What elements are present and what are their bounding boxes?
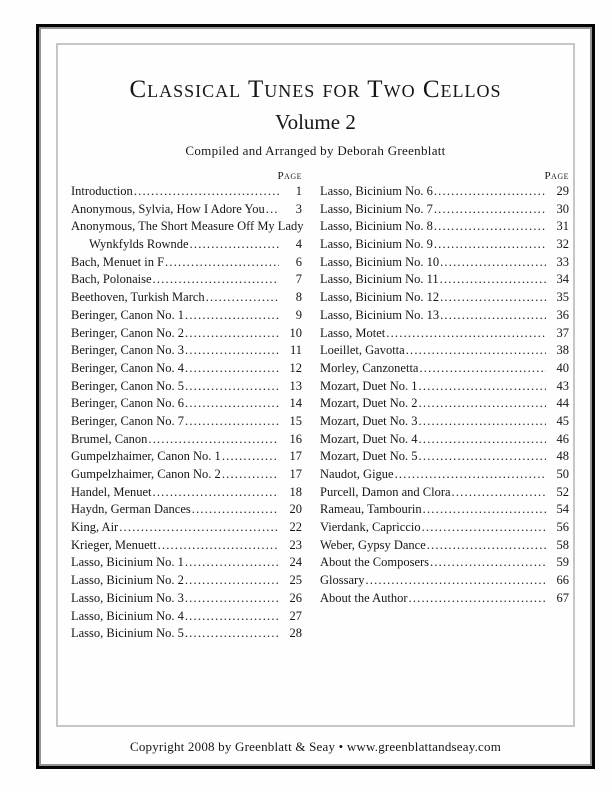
entry-title: Beringer, Canon No. 2: [71, 325, 185, 340]
entry-page-number: 66: [556, 573, 569, 588]
entry-title: Mozart, Duet No. 2: [320, 396, 418, 411]
entry-title: Mozart, Duet No. 5: [320, 449, 418, 464]
entry-page-number: 50: [556, 467, 569, 481]
footer-copyright: Copyright 2008 by Greenblatt & Seay • www.greenblattandseay.com: [129, 739, 502, 754]
entry-page-number: 46: [556, 431, 569, 446]
page-column-header-left: Page: [277, 170, 302, 182]
entry-page-number: 11: [289, 343, 302, 358]
entry-title: Weber, Gypsy Dance: [320, 537, 426, 552]
entry-title: Beringer, Canon No. 5: [71, 378, 185, 393]
entry-title: Mozart, Duet No. 4: [320, 431, 418, 446]
entry-title: Beringer, Canon No. 1: [71, 307, 185, 322]
entry-title: Mozart, Duet No. 3: [320, 413, 418, 428]
entry-page-number: 8: [295, 290, 302, 305]
entry-page-number: 30: [556, 201, 569, 216]
entry-page-number: 34: [556, 272, 569, 287]
entry-page-number: 58: [556, 537, 569, 552]
entry-page-number: 7: [295, 272, 302, 287]
entry-page-number: 6: [295, 254, 302, 269]
entry-title: Bach, Menuet in F: [71, 254, 165, 269]
entry-page-number: 9: [295, 307, 302, 322]
entry-title: Gumpelzhaimer, Canon No. 2: [71, 467, 221, 481]
entry-title: Haydn, German Dances: [71, 502, 191, 517]
entry-page-number: 23: [289, 537, 302, 552]
entry-title: Lasso, Bicinium No. 10: [320, 254, 440, 269]
entry-title: Brumel, Canon: [71, 431, 148, 446]
entry-title: Lasso, Bicinium No. 13: [320, 307, 440, 322]
entry-page-number: 32: [556, 237, 569, 252]
entry-title: Lasso, Bicinium No. 2: [71, 573, 184, 588]
entry-title: About the Author: [320, 590, 408, 605]
entry-title: Beringer, Canon No. 7: [71, 413, 185, 428]
entry-page-number: 17: [289, 467, 302, 481]
entry-page-number: 38: [556, 343, 569, 358]
entry-page-number: 12: [289, 360, 302, 375]
entry-page-number: 37: [556, 325, 569, 340]
entry-title: Beringer, Canon No. 4: [71, 360, 185, 375]
entry-title: Purcell, Damon and Clora: [320, 484, 451, 499]
entry-title: Handel, Menuet: [71, 484, 152, 499]
entry-page-number: 35: [556, 290, 569, 305]
entry-title: Naudot, Gigue: [320, 467, 394, 481]
entry-page-number: 13: [289, 378, 302, 393]
entry-page-number: 17: [289, 449, 302, 464]
entry-page-number: 18: [289, 484, 302, 499]
entry-title: Beringer, Canon No. 6: [71, 396, 185, 411]
entry-page-number: 16: [289, 431, 302, 446]
entry-title: Bach, Polonaise: [71, 272, 152, 287]
entry-page-number: 36: [556, 307, 569, 322]
entry-page-number: 29: [556, 184, 569, 198]
entry-page-number: 24: [289, 555, 302, 570]
entry-title: Lasso, Bicinium No. 6: [320, 184, 433, 198]
entry-title: About the Composers: [320, 555, 430, 570]
entry-page-number: 3: [295, 201, 302, 216]
entry-page-number: 31: [556, 219, 569, 234]
toc-entry-wrapped-line1: Anonymous, The Short Measure Off My Lady: [71, 219, 304, 234]
entry-title: Beringer, Canon No. 3: [71, 343, 185, 358]
entry-page-number: 33: [556, 254, 569, 269]
entry-page-number: 40: [556, 360, 569, 375]
volume-subtitle: Volume 2: [275, 109, 356, 134]
entry-page-number: 44: [556, 396, 569, 411]
entry-title: Lasso, Bicinium No. 12: [320, 290, 440, 305]
entry-title: Lasso, Bicinium No. 7: [320, 201, 433, 216]
entry-title: Lasso, Bicinium No. 9: [320, 237, 433, 252]
entry-title: Beethoven, Turkish March: [71, 290, 205, 305]
entry-title: Lasso, Bicinium No. 5: [71, 626, 184, 641]
entry-title: Anonymous, Sylvia, How I Adore You: [71, 201, 265, 216]
entry-title: Gumpelzhaimer, Canon No. 1: [71, 449, 221, 464]
entry-page-number: 43: [556, 378, 569, 393]
book-title: Classical Tunes for Two Cellos: [129, 76, 502, 103]
entry-page-number: 67: [556, 590, 569, 605]
entry-title: Lasso, Motet: [320, 325, 386, 340]
entry-page-number: 28: [289, 626, 302, 641]
entry-page-number: 20: [289, 502, 302, 517]
entry-title: Lasso, Bicinium No. 8: [320, 219, 433, 234]
entry-page-number: 48: [556, 449, 569, 464]
entry-page-number: 22: [289, 520, 302, 535]
entry-page-number: 26: [289, 590, 302, 605]
entry-page-number: 4: [295, 237, 302, 252]
entry-page-number: 45: [556, 413, 569, 428]
entry-page-number: 59: [556, 555, 569, 570]
entry-title: Rameau, Tambourin: [320, 502, 422, 517]
entry-title: Lasso, Bicinium No. 4: [71, 608, 184, 623]
entry-title: King, Air: [71, 520, 119, 535]
entry-title: Lasso, Bicinium No. 11: [320, 272, 439, 287]
page-column-header-right: Page: [544, 170, 569, 182]
entry-title: Glossary: [320, 573, 365, 588]
entry-title: Mozart, Duet No. 1: [320, 378, 418, 393]
entry-title: Lasso, Bicinium No. 3: [71, 590, 184, 605]
entry-page-number: 27: [289, 608, 302, 623]
entry-page-number: 25: [289, 573, 302, 588]
footer-band: [36, 24, 595, 769]
entry-title: Loeillet, Gavotta: [320, 343, 405, 358]
entry-title: Wynkfylds Rownde: [89, 237, 189, 252]
entry-page-number: 14: [289, 396, 302, 411]
entry-title: Introduction: [71, 184, 133, 198]
entry-title: Vierdank, Capriccio: [320, 520, 421, 535]
entry-title: Krieger, Menuett: [71, 537, 157, 552]
entry-page-number: 10: [289, 325, 302, 340]
entry-page-number: 56: [556, 520, 569, 535]
entry-page-number: 1: [295, 184, 302, 198]
entry-page-number: 15: [289, 413, 302, 428]
entry-page-number: 52: [556, 484, 569, 499]
entry-title: Morley, Canzonetta: [320, 360, 419, 375]
entry-title: Lasso, Bicinium No. 1: [71, 555, 184, 570]
byline: Compiled and Arranged by Deborah Greenblatt: [185, 142, 446, 158]
entry-page-number: 54: [556, 502, 569, 517]
